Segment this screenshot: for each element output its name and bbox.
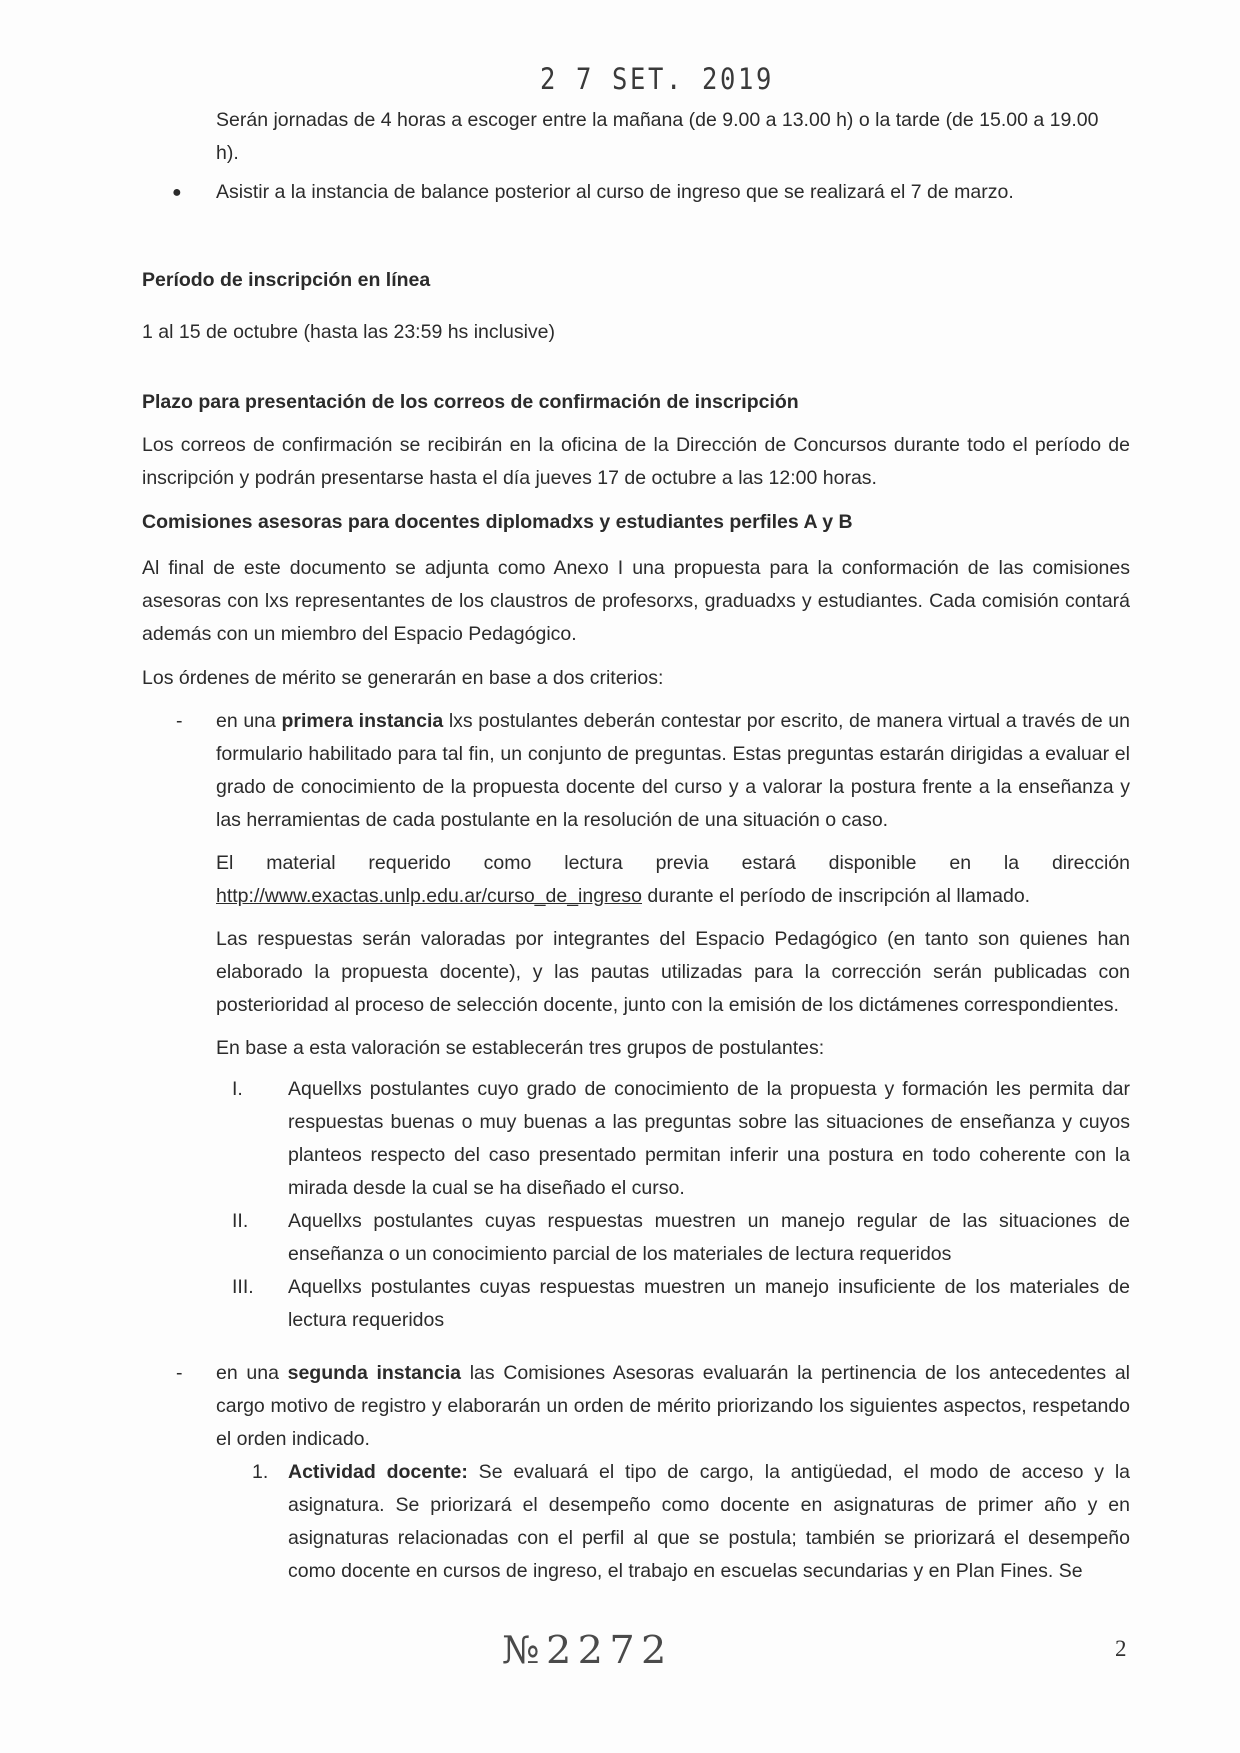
- primera-instancia-body: [216, 705, 1130, 1337]
- page-number: 2: [1115, 1636, 1127, 1661]
- inscripcion-text: 1 al 15 de octubre (hasta las 23:59 hs inclusive): [142, 321, 555, 343]
- intro-line-1: Serán jornadas de 4 horas a escoger entre la mañana (de 9.00 a 13.00 h) o la tarde (de 15.00 a 19.00: [216, 109, 1099, 131]
- primera-bold: primera instancia: [281, 710, 444, 732]
- grupo-text: Aquellxs postulantes cuyo grado de conocimiento de la propuesta y formación les permita dar respuestas buenas o muy buenas a las preguntas sobre las situaciones de enseñanza y cuyos planteos respecto del caso presentado permitan inferir una postura en todo coherente con la mirada desde la cual se ha diseñado el curso.: [288, 1078, 1130, 1199]
- primera-post: lxs postulantes deberán contestar por escrito, de manera virtual a través de un formulario habilitado para tal fin, un conjunto de preguntas. Estas preguntas estarán dirigidas a evaluar el grado de conocimiento de la propuesta docente del curso y a valorar la postura frente a la enseñanza y las herramientas de cada postulante en la resolución de una situación o caso.: [216, 710, 1130, 831]
- bullet-icon: ●: [172, 184, 182, 201]
- segunda-bold: segunda instancia: [287, 1362, 462, 1384]
- grupo-item: [216, 1271, 1130, 1337]
- grupo-item: [216, 1205, 1130, 1271]
- primera-instancia-text: [216, 705, 1130, 837]
- dash-marker: -: [176, 1362, 183, 1384]
- segunda-instancia-body: [216, 1357, 1130, 1588]
- date-stamp: 2 7 SET. 2019: [540, 62, 775, 96]
- comisiones-text: Al final de este documento se adjunta como Anexo I una propuesta para la conformación de las comisiones asesoras con lxs representantes de los claustros de profesorxs, graduadxs y estudiantes. Cada comisión contará además con un miembro del Espacio Pedagógico.: [142, 557, 1130, 645]
- primera-instancia-item: [142, 705, 1130, 1337]
- grupo-text: Aquellxs postulantes cuyas respuestas muestren un manejo regular de las situaciones de enseñanza o un conocimiento parcial de los materiales de lectura requeridos: [288, 1210, 1130, 1265]
- aspecto-body: Se evaluará el tipo de cargo, la antigüedad, el modo de acceso y la asignatura. Se priorizará el desempeño como docente en asignaturas de primer año y en asignaturas relacionadas con el perfil al que se postula; también se priorizará el desempeño como docente en cursos de ingreso, el trabajo en escuelas secundarias y en Plan Fines. Se: [288, 1461, 1130, 1582]
- dash-marker: -: [176, 710, 183, 732]
- respuestas-text: Las respuestas serán valoradas por integrantes del Espacio Pedagógico (en tanto son quienes han elaborado la propuesta docente), y las pautas utilizadas para la corrección serán publicadas con posterioridad al proceso de selección docente, junto con la emisión de los dictámenes correspondientes.: [216, 928, 1130, 1016]
- heading-inscripcion: Período de inscripción en línea: [142, 269, 431, 291]
- material-text: [216, 847, 1130, 913]
- segunda-post: las Comisiones Asesoras evaluarán la pertinencia de los antecedentes al cargo motivo de registro y elaborarán un orden de mérito priorizando los siguientes aspectos, respetando el orden indicado.: [216, 1362, 1131, 1450]
- grupo-number: I.: [232, 1078, 243, 1100]
- aspecto-text: [288, 1456, 1130, 1588]
- primera-pre: en una: [216, 710, 282, 732]
- intro-line-2: h).: [216, 142, 239, 164]
- intro-paragraph: [142, 104, 1130, 170]
- bullet-text: Asistir a la instancia de balance posterior al curso de ingreso que se realizará el 7 de marzo.: [216, 181, 1014, 203]
- grupos-intro: En base a esta valoración se establecerán tres grupos de postulantes:: [216, 1037, 825, 1059]
- aspecto-item: [216, 1456, 1130, 1588]
- segunda-pre: en una: [216, 1362, 288, 1384]
- heading-comisiones: Comisiones asesoras para docentes diplomadxs y estudiantes perfiles A y B: [142, 511, 853, 533]
- plazo-text: Los correos de confirmación se recibirán en la oficina de la Dirección de Concursos durante todo el período de inscripción y podrán presentarse hasta el día jueves 17 de octubre a las 12:00 horas.: [142, 434, 1130, 489]
- segunda-instancia-text: [216, 1357, 1130, 1456]
- heading-plazo: Plazo para presentación de los correos de confirmación de inscripción: [142, 391, 799, 413]
- material-pre: El material requerido como lectura previa estará disponible en la dirección: [216, 852, 1130, 874]
- criterios-text: Los órdenes de mérito se generarán en base a dos criterios:: [142, 667, 664, 689]
- material-link[interactable]: http://www.exactas.unlp.edu.ar/curso_de_ingreso: [216, 885, 643, 907]
- material-post: durante el período de inscripción al llamado.: [642, 885, 1031, 907]
- document-body: [142, 104, 1130, 1588]
- grupos-list: [216, 1073, 1130, 1337]
- bullet-item: [142, 176, 1130, 209]
- grupo-number: II.: [232, 1210, 249, 1232]
- grupo-number: III.: [232, 1276, 254, 1298]
- grupo-text: Aquellxs postulantes cuyas respuestas muestren un manejo insuficiente de los materiales de lectura requeridos: [288, 1276, 1130, 1331]
- aspecto-number: 1.: [252, 1461, 269, 1483]
- segunda-instancia-item: [142, 1357, 1130, 1588]
- aspecto-bold: Actividad docente:: [288, 1461, 468, 1483]
- registry-number-stamp: №2272: [501, 1628, 673, 1672]
- grupo-item: [216, 1073, 1130, 1205]
